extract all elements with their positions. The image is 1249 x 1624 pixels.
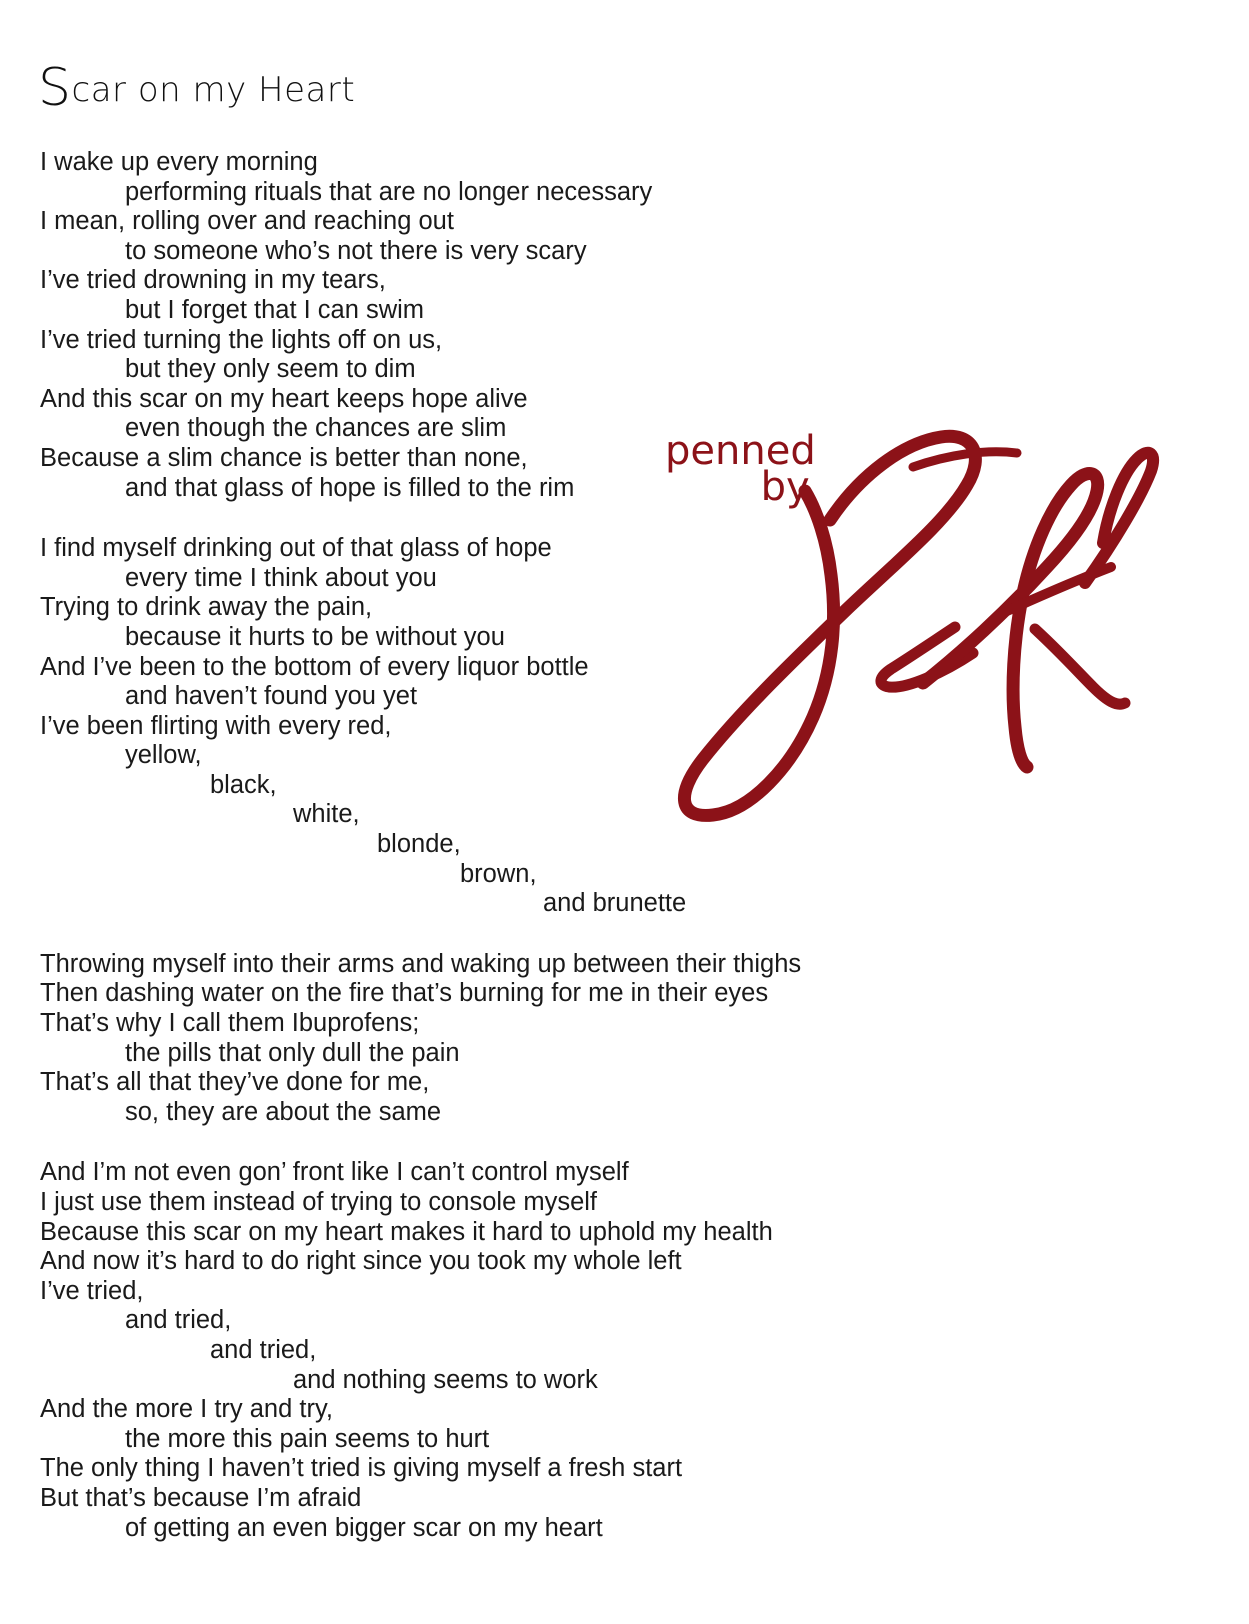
poem-line: brown, [460,859,537,888]
poem-stanza [40,1158,860,1543]
poem-line: and brunette [543,889,687,918]
poem-line: I find myself drinking out of that glass of hope [40,534,552,563]
poem-line: and tried, [210,1335,317,1364]
poem-line: of getting an even bigger scar on my heart [125,1513,603,1542]
poem-line: That’s all that they’ve done for me, [40,1068,430,1097]
poem-stanza [40,950,860,1128]
poem-line: so, they are about the same [125,1097,442,1126]
page-title [38,57,356,118]
poem-line: to someone who’s not there is very scary [125,236,587,265]
poem-line: The only thing I haven’t tried is giving myself a fresh start [40,1454,683,1483]
poem-line: performing rituals that are no longer necessary [125,177,653,206]
poem-line: I’ve been flirting with every red, [40,711,392,740]
poem-line: black, [210,770,277,799]
poem-line: And this scar on my heart keeps hope alive [40,384,528,413]
poem-line: Trying to drink away the pain, [40,593,373,622]
poem-line: I mean, rolling over and reaching out [40,207,454,236]
poem-line: Because a slim chance is better than none, [40,443,528,472]
poem-line: I’ve tried turning the lights off on us, [40,325,443,354]
page-title-initial: S [38,57,72,118]
poem-line: and nothing seems to work [293,1365,598,1394]
poem-line: Then dashing water on the fire that’s burning for me in their eyes [40,979,769,1008]
poem-line: and haven’t found you yet [125,682,418,711]
poem-line: even though the chances are slim [125,414,507,443]
poem-line: Because this scar on my heart makes it hard to uphold my health [40,1217,773,1246]
poem-line: the more this pain seems to hurt [125,1424,490,1453]
poem-line: I’ve tried drowning in my tears, [40,266,386,295]
penned-word: penned [665,428,816,474]
poem-line: And I’ve been to the bottom of every liquor bottle [40,652,589,681]
poem-line: and tried, [125,1306,232,1335]
poem-stanza [40,148,860,510]
poem-stanza [40,534,860,919]
poem-line: because it hurts to be without you [125,622,505,651]
page-title-rest: car on my Heart [71,69,356,110]
poem-line: but they only seem to dim [125,355,416,384]
poem-line: and that glass of hope is filled to the rim [125,473,575,502]
poem-line: I wake up every morning [40,148,318,176]
poem-line: the pills that only dull the pain [125,1038,460,1067]
poem-line: And now it’s hard to do right since you took my whole left [40,1247,682,1276]
poem-body [40,148,860,1574]
poem-line: And I’m not even gon’ front like I can’t control myself [40,1158,629,1187]
poem-line: blonde, [377,830,461,859]
poem-line: every time I think about you [125,563,437,592]
poem-line: yellow, [125,741,202,770]
poem-line: And the more I try and try, [40,1395,333,1424]
poem-line: Throwing myself into their arms and waking up between their thighs [40,949,802,978]
by-word: by [760,464,810,510]
poem-line: But that’s because I’m afraid [40,1483,362,1512]
poem-line: I just use them instead of trying to console myself [40,1188,598,1216]
poem-line: I’ve tried, [40,1276,144,1305]
poem-line: white, [293,800,360,829]
poem-line: That’s why I call them Ibuprofens; [40,1009,420,1038]
poem-line: but I forget that I can swim [125,295,425,324]
